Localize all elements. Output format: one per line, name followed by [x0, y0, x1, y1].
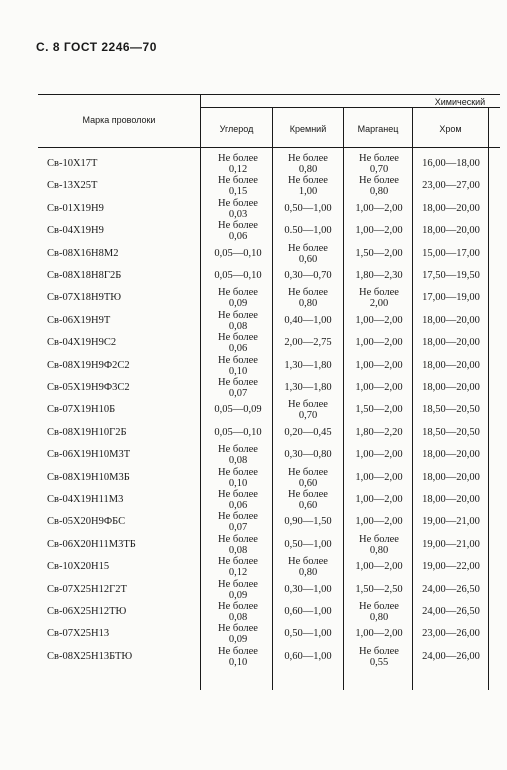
manganese-cell: 1,50—2,00: [355, 247, 403, 259]
carbon-cell: Не более 0,08: [218, 601, 258, 623]
wire-grade-cell: Св-07Х19Н10Б: [47, 404, 116, 416]
silicon-cell: 2,00—2,75: [284, 337, 332, 349]
carbon-cell: Не более 0,06: [218, 489, 258, 511]
manganese-cell: 1,00—2,00: [355, 628, 403, 640]
manganese-cell: 1,00—2,00: [355, 471, 403, 483]
chrome-cell: 18,00—20,00: [422, 471, 480, 483]
chrome-cell: 19,00—21,00: [422, 516, 480, 528]
silicon-cell: 0,30—0,70: [284, 270, 332, 281]
chrome-cell: 18,00—20,00: [422, 494, 480, 505]
carbon-cell: Не более 0,07: [218, 377, 258, 399]
silicon-cell: Не более 0,80: [288, 287, 328, 310]
manganese-cell: Не более 2,00: [359, 287, 399, 310]
chrome-cell: 23,00—26,00: [422, 628, 480, 640]
wire-grade-cell: Св-06Х19Н9Т: [47, 314, 111, 326]
wire-grade-cell: Св-08Х19Н10Г2Б: [47, 426, 127, 438]
wire-grade-cell: Св-06Х19Н10М3Т: [47, 449, 131, 461]
wire-grade-cell: Св-08Х18Н8Г2Б: [47, 270, 122, 281]
manganese-cell: 1,00—2,00: [355, 561, 403, 573]
wire-grade-cell: Св-07Х25Н13: [47, 628, 110, 640]
carbon-cell: Не более 0,03: [218, 197, 258, 220]
manganese-cell: 1,80—2,30: [355, 270, 403, 281]
manganese-cell: 1,00—2,00: [355, 516, 403, 528]
silicon-cell: 1,30—1,80: [284, 359, 332, 371]
silicon-cell: 0,60—1,00: [284, 606, 332, 617]
chrome-cell: 19,00—22,00: [422, 561, 480, 573]
chrome-cell: 24,00—26,50: [422, 606, 480, 617]
wire-grade-cell: Св-10Х20Н15: [47, 561, 110, 573]
manganese-cell: 1,80—2,20: [355, 426, 403, 438]
wire-grade-cell: Св-01Х19Н9: [47, 202, 104, 214]
manganese-cell: 1,50—2,50: [355, 583, 403, 595]
wire-grade-cell: Св-06Х20Н11М3ТБ: [47, 538, 136, 550]
wire-grade-cell: Св-08Х19Н9Ф2С2: [47, 359, 130, 371]
wire-grade-cell: Св-04Х19Н11М3: [47, 494, 124, 505]
carbon-cell: 0,05—0,10: [214, 426, 262, 438]
wire-grade-cell: Св-08Х25Н13БТЮ: [47, 650, 133, 662]
silicon-cell: 0,30—0,80: [284, 449, 332, 461]
carbon-cell: Не более 0,10: [218, 466, 258, 489]
chrome-cell: 18,00—20,00: [422, 449, 480, 461]
carbon-cell: Не более 0,08: [218, 444, 258, 467]
wire-grade-cell: Св-05Х20Н9ФБС: [47, 516, 126, 528]
wire-grade-cell: Св-13Х25Т: [47, 180, 98, 192]
wire-grade-cell: Св-08Х19Н10М3Б: [47, 471, 130, 483]
carbon-header: Углерод: [219, 124, 254, 134]
carbon-cell: Не более 0,10: [218, 354, 258, 377]
silicon-cell: 0,50—1,00: [284, 202, 332, 214]
wire-grade-cell: Св-08Х16Н8М2: [47, 247, 119, 259]
carbon-cell: Не более 0,10: [218, 645, 258, 668]
wire-grade-cell: Св-07Х18Н9ТЮ: [47, 292, 122, 304]
silicon-cell: Не более 0,70: [288, 399, 328, 422]
chrome-cell: 17,00—19,00: [422, 292, 480, 304]
manganese-cell: 1,00—2,00: [355, 225, 403, 237]
chrome-cell: 18,00—20,00: [422, 382, 480, 393]
wire-grade-cell: Св-07Х25Н12Г2Т: [47, 583, 127, 595]
wire-grade-cell: Св-10Х17Т: [47, 158, 98, 169]
silicon-cell: 0.50—1,00: [284, 225, 332, 237]
manganese-cell: 1,00—2,00: [355, 449, 403, 461]
silicon-cell: 0,40—1,00: [284, 314, 332, 326]
silicon-cell: 0,60—1,00: [284, 650, 332, 662]
chrome-cell: 24,00—26,50: [422, 583, 480, 595]
silicon-cell: 0,30—1,00: [284, 583, 332, 595]
chrome-cell: 18,00—20,00: [422, 225, 480, 237]
manganese-cell: 1,50—2,00: [355, 404, 403, 416]
page-header: С. 8 ГОСТ 2246—70: [36, 40, 157, 54]
wire-grade-cell: Св-06Х25Н12ТЮ: [47, 606, 127, 617]
mark-column-header: Марка проволоки: [82, 115, 156, 125]
silicon-cell: Не более 0,60: [288, 489, 328, 511]
manganese-cell: 1,00—2,00: [355, 314, 403, 326]
chrome-cell: 17,50—19,50: [422, 270, 480, 281]
carbon-cell: Не более 0,12: [218, 556, 258, 579]
carbon-cell: Не более 0,09: [218, 578, 258, 601]
chrome-cell: 24,00—26,00: [422, 650, 480, 662]
chrome-header: Хром: [439, 124, 462, 134]
manganese-cell: 1,00—2,00: [355, 359, 403, 371]
carbon-cell: Не более 0,07: [218, 511, 258, 534]
silicon-cell: Не более 0,80: [288, 153, 328, 175]
silicon-cell: Не более 0,80: [288, 556, 328, 579]
chrome-cell: 18,50—20,50: [422, 404, 480, 416]
manganese-cell: Не более 0,80: [359, 601, 399, 623]
silicon-cell: 0,50—1,00: [284, 628, 332, 640]
carbon-cell: Не более 0,09: [218, 287, 258, 310]
wire-grade-cell: Св-04Х19Н9: [47, 225, 104, 237]
silicon-cell: Не более 1,00: [288, 175, 328, 198]
carbon-cell: 0,05—0,10: [214, 270, 262, 281]
manganese-header: Марганец: [357, 124, 399, 134]
silicon-cell: 0,90—1,50: [284, 516, 332, 528]
chrome-cell: 23,00—27,00: [422, 180, 480, 192]
chrome-cell: 19,00—21,00: [422, 538, 480, 550]
silicon-cell: 0,20—0,45: [284, 426, 332, 438]
manganese-cell: Не более 0,55: [359, 645, 399, 668]
manganese-cell: 1,00—2,00: [355, 202, 403, 214]
chrome-cell: 16,00—18,00: [422, 158, 480, 169]
wire-grade-cell: Св-04Х19Н9С2: [47, 337, 117, 349]
silicon-cell: Не более 0,60: [288, 466, 328, 489]
wire-grade-cell: Св-05Х19Н9Ф3С2: [47, 382, 130, 393]
chrome-cell: 18,00—20,00: [422, 337, 480, 349]
silicon-header: Кремний: [289, 124, 327, 134]
carbon-cell: Не более 0,08: [218, 309, 258, 332]
group-header: Химический: [434, 97, 486, 107]
carbon-cell: Не более 0,06: [218, 220, 258, 243]
carbon-cell: Не более 0,06: [218, 332, 258, 355]
manganese-cell: 1,00—2,00: [355, 494, 403, 505]
chrome-cell: 18,00—20,00: [422, 202, 480, 214]
chrome-cell: 18,00—20,00: [422, 359, 480, 371]
silicon-cell: 1,30—1,80: [284, 382, 332, 393]
manganese-cell: Не более 0,70: [359, 153, 399, 175]
carbon-cell: Не более 0,08: [218, 533, 258, 556]
silicon-cell: 0,50—1,00: [284, 538, 332, 550]
carbon-cell: 0,05—0,10: [214, 247, 262, 259]
silicon-cell: Не более 0,60: [288, 242, 328, 265]
manganese-cell: Не более 0,80: [359, 533, 399, 556]
carbon-cell: 0,05—0,09: [214, 404, 262, 416]
chrome-cell: 18,00—20,00: [422, 314, 480, 326]
manganese-cell: Не более 0,80: [359, 175, 399, 198]
manganese-cell: 1,00—2,00: [355, 382, 403, 393]
manganese-cell: 1,00—2,00: [355, 337, 403, 349]
chrome-cell: 15,00—17,00: [422, 247, 480, 259]
carbon-cell: Не более 0,12: [218, 153, 258, 175]
carbon-cell: Не более 0,15: [218, 175, 258, 198]
chrome-cell: 18,50—20,50: [422, 426, 480, 438]
carbon-cell: Не более 0,09: [218, 623, 258, 646]
